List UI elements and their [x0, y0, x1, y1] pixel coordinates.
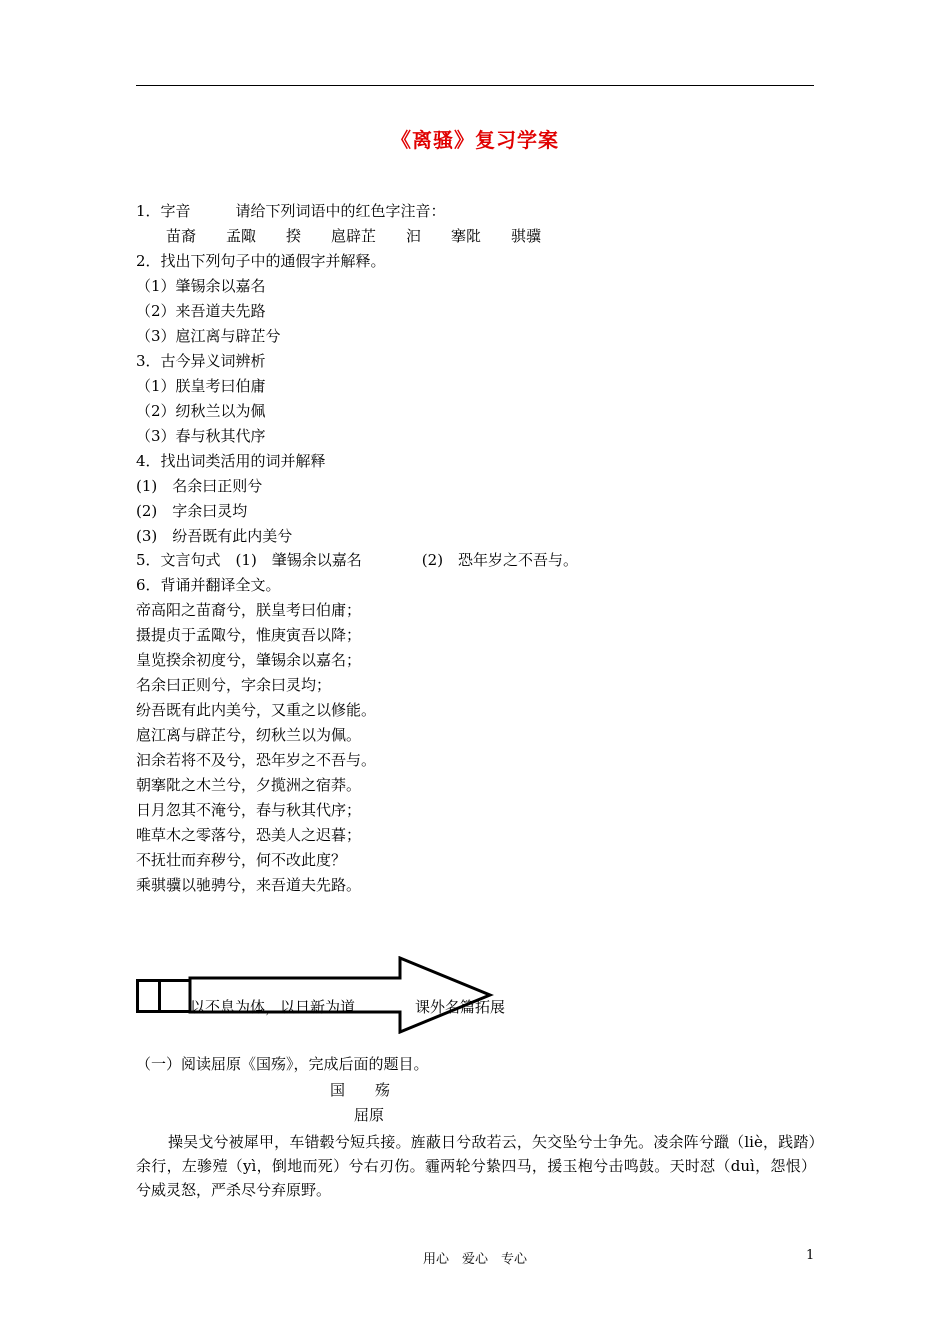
- arrow-icon: [188, 956, 494, 1034]
- page-number: 1: [806, 1248, 815, 1263]
- text-line: (2) 字余曰灵均: [136, 502, 248, 520]
- text-line: 3．古今异义词辨析: [136, 352, 266, 370]
- text-line: （1）朕皇考曰伯庸: [136, 377, 266, 395]
- poem-author: 屈原: [354, 1106, 385, 1124]
- text-line: 朝搴阰之木兰兮，夕揽洲之宿莽。: [136, 776, 362, 794]
- text-line: 唯草木之零落兮，恐美人之迟暮；: [136, 826, 362, 844]
- text-line: 帝高阳之苗裔兮，朕皇考曰伯庸；: [136, 601, 362, 619]
- text-line: 日月忽其不淹兮，春与秋其代序；: [136, 801, 362, 819]
- text-line: 名余曰正则兮，字余曰灵均；: [136, 676, 332, 694]
- text-line: （1）肇锡余以嘉名: [136, 277, 266, 295]
- decor-box: [158, 979, 192, 1013]
- text-line: 汩余若将不及兮，恐年岁之不吾与。: [136, 751, 377, 769]
- text-line: 6．背诵并翻译全文。: [136, 576, 281, 594]
- footer-motto: 用心 爱心 专心: [422, 1252, 527, 1267]
- text-line: （3）春与秋其代序: [136, 427, 266, 445]
- text-line: (1) 名余曰正则兮: [136, 477, 263, 495]
- text-line: 纷吾既有此内美兮，又重之以修能。: [136, 701, 377, 719]
- text-line: 5．文言句式 (1) 肇锡余以嘉名 (2) 恐年岁之不吾与。: [136, 551, 579, 569]
- text-line: 乘骐骥以驰骋兮，来吾道夫先路。: [136, 876, 362, 894]
- header-rule: [136, 85, 814, 86]
- text-line: 2．找出下列句子中的通假字并解释。: [136, 252, 386, 270]
- text-line: 摄提贞于孟陬兮，惟庚寅吾以降；: [136, 626, 362, 644]
- text-line: 扈江离与辟芷兮，纫秋兰以为佩。: [136, 726, 362, 744]
- poem-title: 国 殇: [330, 1081, 391, 1099]
- section-label: 课外名篇拓展: [415, 998, 506, 1016]
- page-title: 《离骚》复习学案: [391, 128, 559, 152]
- text-line: （3）扈江离与辟芷兮: [136, 327, 281, 345]
- text-line: 4．找出词类活用的词并解释: [136, 452, 326, 470]
- text-line: 皇览揆余初度兮，肇锡余以嘉名；: [136, 651, 362, 669]
- text-line: （2）来吾道夫先路: [136, 302, 266, 320]
- motto-text: 以不息为体，以日新为道: [190, 998, 356, 1016]
- text-line: 不抚壮而弃秽兮，何不改此度？: [136, 851, 347, 869]
- reading-intro: （一）阅读屈原《国殇》，完成后面的题目。: [136, 1055, 429, 1073]
- text-line: （2）纫秋兰以为佩: [136, 402, 266, 420]
- text-line: (3) 纷吾既有此内美兮: [136, 527, 293, 545]
- text-line: 苗裔 孟陬 揆 扈辟芷 汩 搴阰 骐骥: [136, 227, 542, 245]
- poem-text: 操吴戈兮被犀甲，车错毂兮短兵接。旌蔽日兮敌若云，矢交坠兮士争先。凌余阵兮躐（liè，践踏）余行，左骖殪（yì，倒地而死）兮右刃伤。霾两轮兮絷四马，援玉枹兮击鸣鼓。天时怼（duì，怨恨）兮威灵怒，严杀尽兮弃原野。: [136, 1133, 816, 1199]
- text-line: 1．字音 请给下列词语中的红色字注音：: [136, 202, 446, 220]
